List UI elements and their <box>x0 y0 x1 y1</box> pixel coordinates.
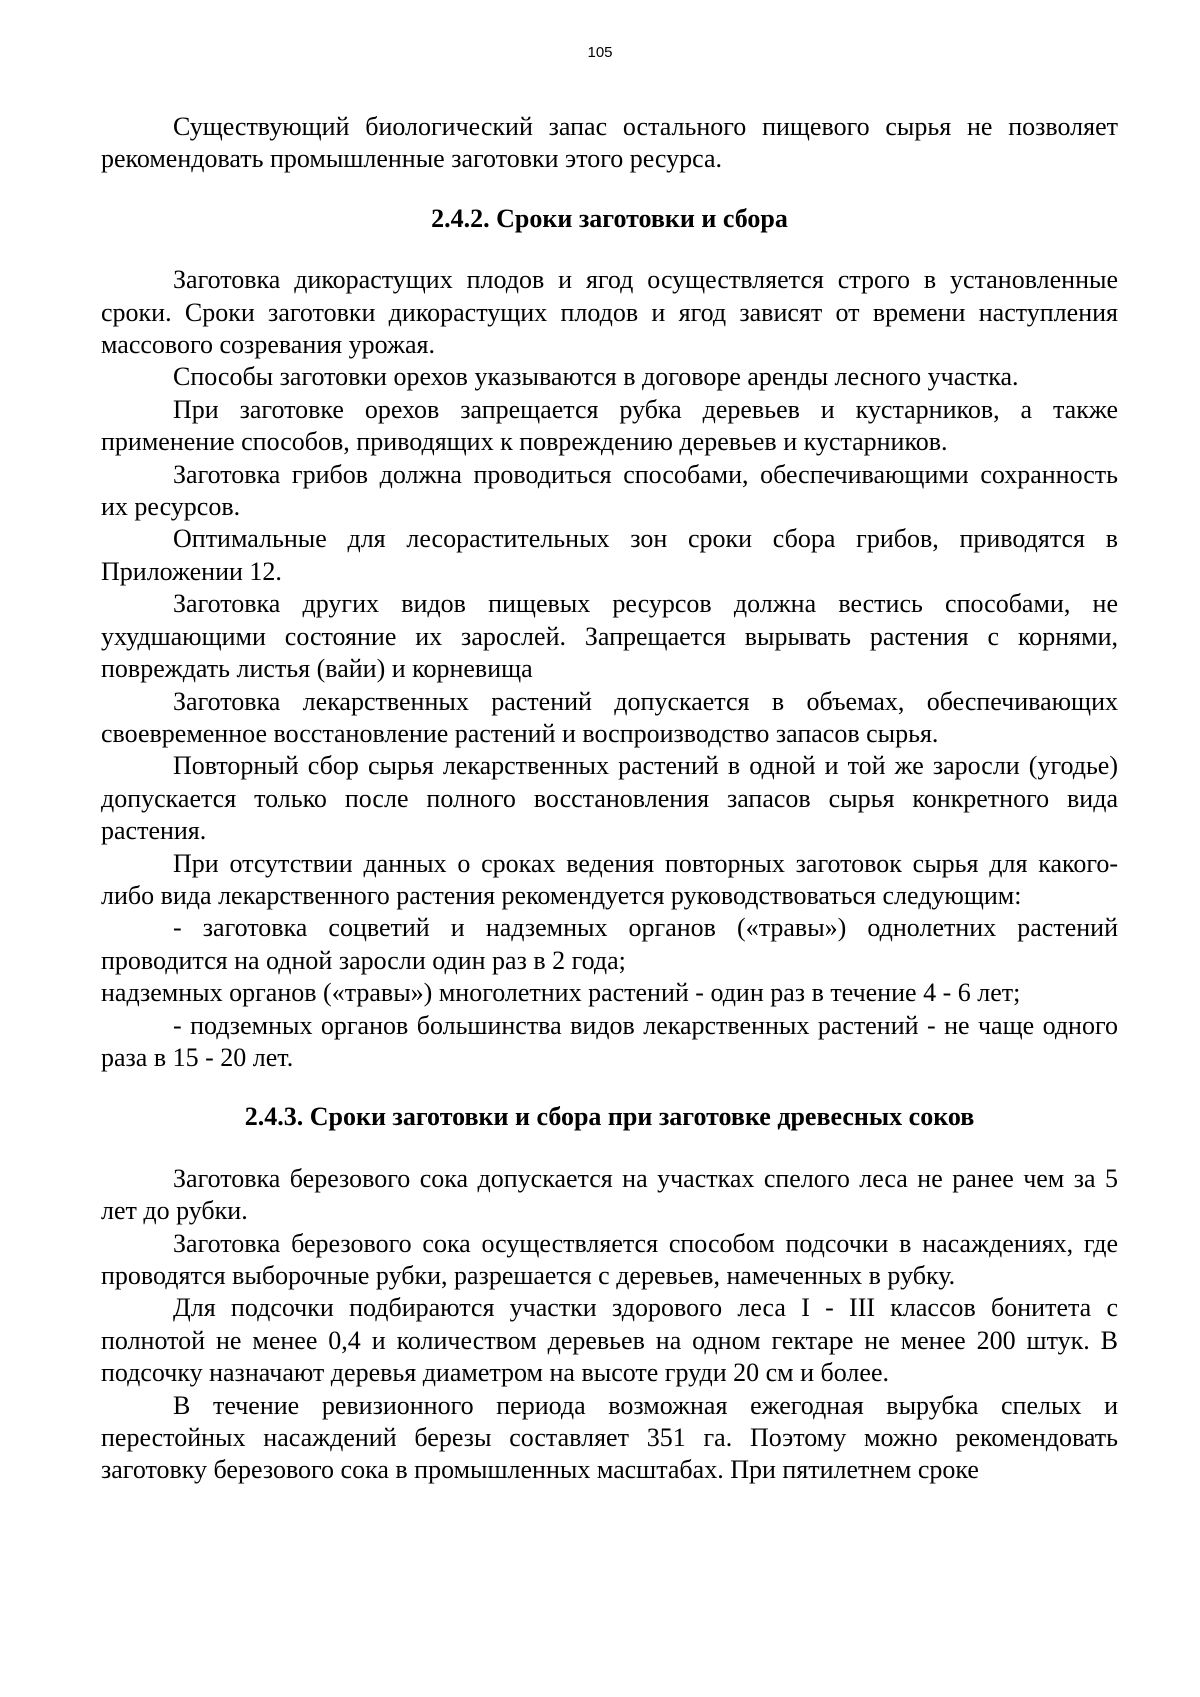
paragraph: В течение ревизионного периода возможная ежегодная вырубка спелых и перестойных насаждений березы составляет 351 га. Поэтому можно рекомендовать заготовку березового сока в промышленных масштабах. При пятилетнем сроке <box>101 1390 1118 1485</box>
section-heading: 2.4.3. Сроки заготовки и сбора при заготовке древесных соков <box>244 1102 975 1132</box>
list-item: - заготовка соцветий и надземных органов («травы») однолетних растений проводится на одной заросли один раз в 2 года; <box>101 913 1118 975</box>
paragraph: Заготовка дикорастущих плодов и ягод осуществляется строго в установленные сроки. Сроки заготовки дикорастущих плодов и ягод зависят от времени наступления массового созревания урожая. <box>101 265 1118 360</box>
paragraph: Заготовка березового сока осуществляется способом подсочки в насаждениях, где проводятся выборочные рубки, разрешается с деревьев, намеченных в рубку. <box>101 1228 1118 1290</box>
page-number: 105 <box>587 44 613 61</box>
paragraph: Заготовка грибов должна проводиться способами, обеспечивающими сохранность их ресурсов. <box>101 459 1118 522</box>
paragraph: Для подсочки подбираются участки здорового леса I - III классов бонитета с полнотой не менее 0,4 и количеством деревьев на одном гектаре не менее 200 штук. В подсочку назначают деревья диаметром на высоте груди 20 см и более. <box>101 1293 1118 1388</box>
paragraph: Заготовка других видов пищевых ресурсов должна вестись способами, не ухудшающими состояние их зарослей. Запрещается вырывать растения с корнями, повреждать листья (вайи) и корневища <box>101 589 1118 684</box>
paragraph: Заготовка березового сока допускается на участках спелого леса не ранее чем за 5 лет до рубки. <box>101 1163 1118 1226</box>
paragraph: Заготовка лекарственных растений допускается в объемах, обеспечивающих своевременное восстановление растений и воспроизводство запасов сырья. <box>101 686 1118 748</box>
document-body <box>101 111 1118 1487</box>
paragraph: Существующий биологический запас остального пищевого сырья не позволяет рекомендовать промышленные заготовки этого ресурса. <box>101 112 1118 174</box>
paragraph: Повторный сбор сырья лекарственных растений в одной и той же заросли (угодье) допускается только после полного восстановления запасов сырья конкретного вида растения. <box>101 751 1118 846</box>
paragraph: Способы заготовки орехов указываются в договоре аренды лесного участка. <box>173 362 1019 392</box>
list-item: надземных органов («травы») многолетних растений - один раз в течение 4 - 6 лет; <box>101 978 1021 1008</box>
paragraph: Оптимальные для лесорастительных зон сроки сбора грибов, приводятся в Приложении 12. <box>101 524 1118 586</box>
paragraph: При отсутствии данных о сроках ведения повторных заготовок сырья для какого-либо вида лекарственного растения рекомендуется руководствоваться следующим: <box>101 848 1118 910</box>
section-heading: 2.4.2. Сроки заготовки и сбора <box>431 203 788 233</box>
list-item: - подземных органов большинства видов лекарственных растений - не чаще одного раза в 15 - 20 лет. <box>101 1010 1118 1072</box>
paragraph: При заготовке орехов запрещается рубка деревьев и кустарников, а также применение способов, приводящих к повреждению деревьев и кустарников. <box>101 394 1118 457</box>
